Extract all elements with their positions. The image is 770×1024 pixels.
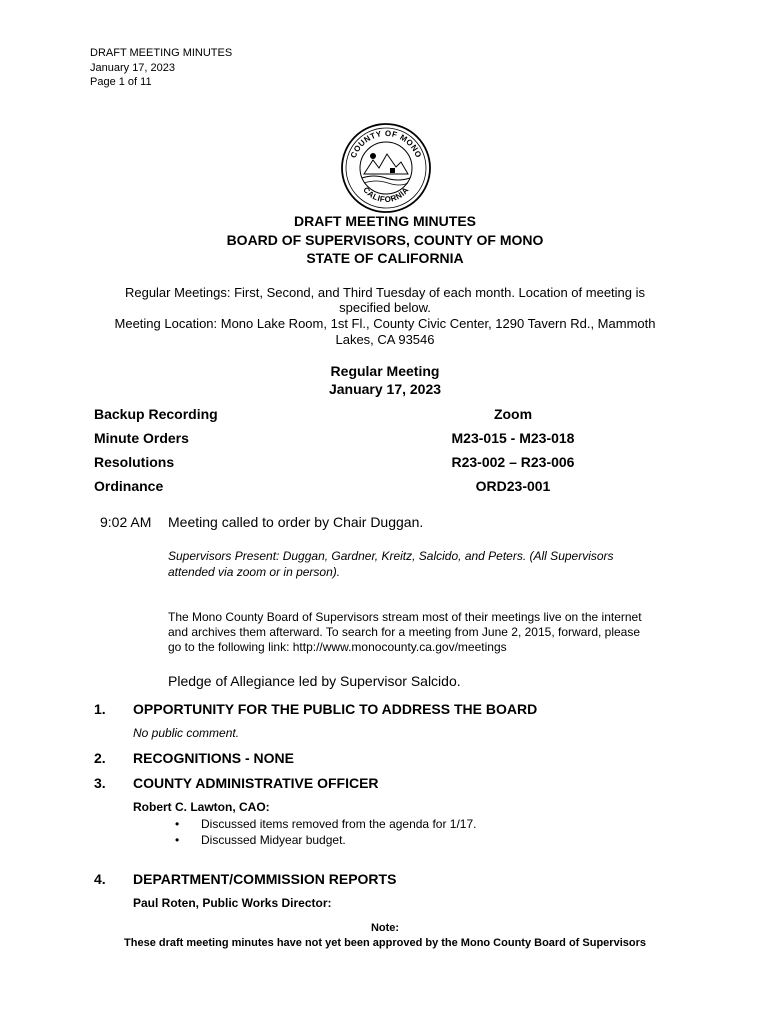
stream-notice: and archives them afterward. To search for a meeting from June 2, 2015, forward, please	[168, 625, 641, 639]
section-number: 2.	[94, 750, 106, 766]
record-label: Backup Recording	[94, 406, 218, 422]
section-note: No public comment.	[133, 726, 240, 740]
header-date: January 17, 2023	[90, 61, 176, 74]
meeting-date: January 17, 2023	[328, 381, 442, 397]
speaker-name: Robert C. Lawton, CAO:	[133, 800, 270, 814]
county-seal-icon	[340, 122, 432, 214]
section-title: OPPORTUNITY FOR THE PUBLIC TO ADDRESS THE BOARD	[133, 701, 538, 717]
record-value: ORD23-001	[475, 478, 551, 494]
call-to-order-time: 9:02 AM	[100, 514, 152, 530]
meeting-schedule-line: Regular Meetings: First, Second, and Third Tuesday of each month. Location of meeting is	[124, 285, 646, 300]
section-title: RECOGNITIONS - NONE	[133, 750, 295, 766]
record-value: R23-002 – R23-006	[451, 454, 575, 470]
svg-text:CALIFORNIA	[361, 185, 411, 204]
meeting-location-line: Meeting Location: Mono Lake Room, 1st Fl., County Civic Center, 1290 Tavern Rd., Mammoth	[114, 316, 656, 331]
stream-notice: The Mono County Board of Supervisors stream most of their meetings live on the internet	[168, 610, 642, 624]
board-name: BOARD OF SUPERVISORS, COUNTY OF MONO	[226, 232, 544, 248]
record-label: Ordinance	[94, 478, 164, 494]
meeting-schedule-line: specified below.	[339, 300, 431, 315]
bullet-icon: •	[175, 833, 180, 847]
section-number: 4.	[94, 871, 106, 887]
call-to-order-text: Meeting called to order by Chair Duggan.	[168, 514, 424, 530]
header-title: DRAFT MEETING MINUTES	[90, 47, 233, 59]
section-title: DEPARTMENT/COMMISSION REPORTS	[133, 871, 397, 887]
running-header	[90, 46, 232, 90]
supervisors-present: Supervisors Present: Duggan, Gardner, Kreitz, Salcido, and Peters. (All Supervisors	[168, 549, 614, 563]
meeting-location-line: Lakes, CA 93546	[335, 332, 435, 347]
record-value: Zoom	[493, 406, 533, 422]
record-label: Resolutions	[94, 454, 175, 470]
pledge-text: Pledge of Allegiance led by Supervisor Salcido.	[168, 673, 461, 689]
header-page-number: Page 1 of 11	[90, 76, 152, 88]
stream-notice-link: go to the following link: http://www.monocounty.ca.gov/meetings	[168, 640, 507, 654]
section-number: 1.	[94, 701, 106, 717]
supervisors-present: attended via zoom or in person).	[168, 565, 341, 579]
state-name: STATE OF CALIFORNIA	[306, 250, 464, 266]
record-value: M23-015 - M23-018	[451, 430, 575, 446]
meeting-type: Regular Meeting	[330, 363, 440, 379]
seal-bottom-text: CALIFORNIA	[361, 185, 411, 205]
section-number: 3.	[94, 775, 106, 791]
bullet-text: Discussed Midyear budget.	[201, 833, 346, 847]
section-title: COUNTY ADMINISTRATIVE OFFICER	[133, 775, 379, 791]
speaker-name: Paul Roten, Public Works Director:	[133, 896, 332, 910]
document-title: DRAFT MEETING MINUTES	[294, 213, 476, 229]
seal-top-text: COUNTY OF MONO	[348, 128, 424, 160]
bullet-text: Discussed items removed from the agenda for 1/17.	[201, 817, 477, 831]
footer-note-text: These draft meeting minutes have not yet been approved by the Mono County Board of Supervisors	[124, 937, 646, 949]
record-label: Minute Orders	[94, 430, 189, 446]
bullet-icon: •	[175, 817, 180, 831]
footer-note-label: Note:	[370, 922, 400, 934]
